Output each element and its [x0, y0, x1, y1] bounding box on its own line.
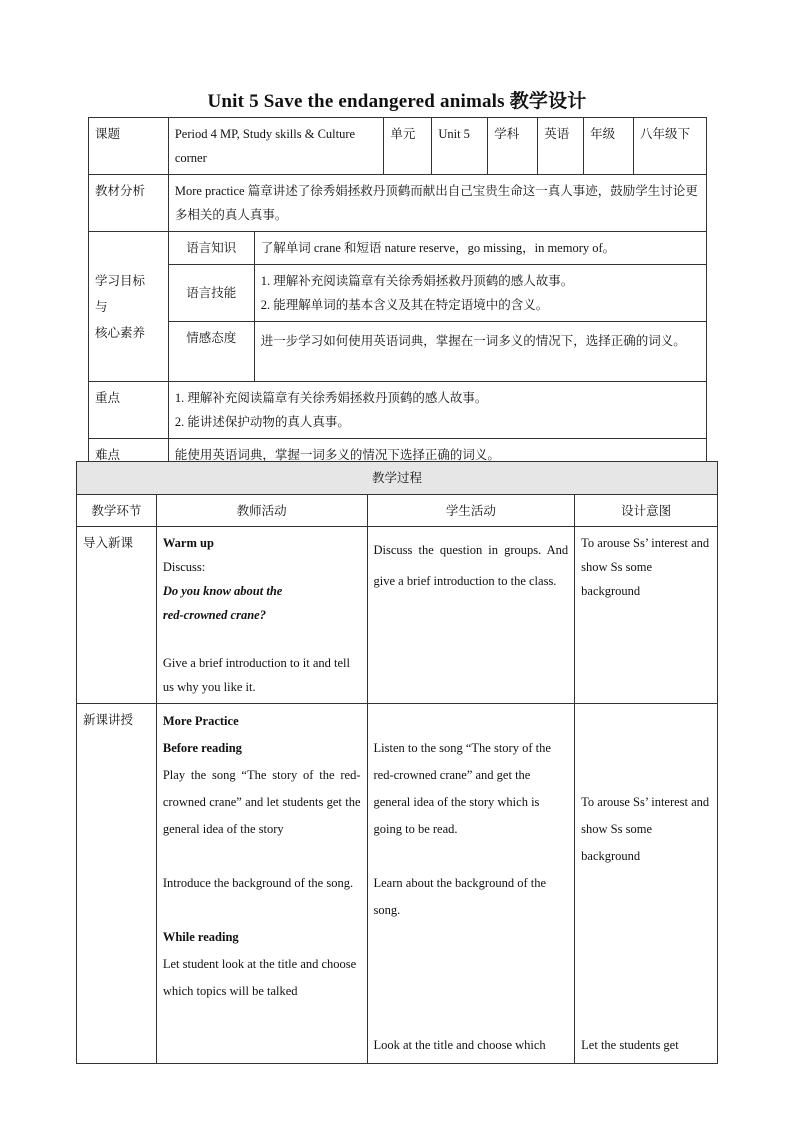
spacer	[374, 843, 569, 870]
column-header-stage: 教学环节	[77, 495, 157, 527]
key-point-item: 2. 能讲述保护动物的真人真事。	[174, 415, 350, 429]
spacer	[581, 708, 711, 789]
topic-label: 课题	[89, 118, 169, 175]
page-title: Unit 5 Save the endangered animals 教学设计	[207, 91, 587, 112]
process-column-headers	[77, 495, 718, 527]
spacer	[581, 870, 711, 1032]
column-header-teacher: 教师活动	[156, 495, 367, 527]
spacer	[163, 627, 361, 651]
more-practice-heading: More Practice	[162, 714, 239, 728]
skills-text	[254, 265, 706, 322]
process-header: 教学过程	[77, 462, 718, 495]
info-row-knowledge	[89, 232, 707, 265]
newlesson-student	[367, 704, 575, 1064]
warmup-heading: Warm up	[162, 536, 214, 550]
newlesson-stage: 新课讲授	[77, 704, 157, 1064]
skills-item: 1. 理解补充阅读篇章有关徐秀娟拯救丹顶鹤的感人故事。	[260, 274, 574, 288]
attitude-label: 情感态度	[168, 322, 254, 382]
unit-label: 单元	[384, 118, 432, 175]
topic-value: Period 4 MP, Study skills & Culture corner	[168, 118, 384, 175]
student-learn: Learn about the background of the song.	[373, 876, 547, 917]
spacer	[163, 897, 361, 924]
spacer	[374, 708, 569, 735]
key-points-label: 重点	[89, 382, 169, 439]
goals-label	[89, 232, 169, 382]
student-look: Look at the title and choose which	[373, 1038, 546, 1052]
column-header-student: 学生活动	[367, 495, 575, 527]
knowledge-text: 了解单词 crane 和短语 nature reserve，go missing，in memory of。	[254, 232, 706, 265]
warmup-intent: To arouse Ss’ interest and show Ss some background	[575, 527, 718, 704]
process-header-row	[77, 462, 718, 495]
warmup-discuss: Discuss:	[162, 560, 206, 574]
process-row-newlesson	[77, 704, 718, 1064]
process-row-warmup	[77, 527, 718, 704]
intent-arouse: To arouse Ss’ interest and show Ss some background	[581, 795, 710, 863]
difficult-label: 难点	[89, 439, 169, 472]
unit-value: Unit 5	[432, 118, 488, 175]
analysis-text: More practice 篇章讲述了徐秀娟拯救丹顶鹤而献出自己宝贵生命这一真人事迹，鼓励学生讨论更多相关的真人真事。	[168, 175, 706, 232]
teacher-let-students: Let student look at the title and choose which topics will be talked	[162, 957, 357, 998]
key-points-text	[168, 382, 706, 439]
key-point-item: 1. 理解补充阅读篇章有关徐秀娟拯救丹顶鹤的感人故事。	[174, 391, 488, 405]
newlesson-intent	[575, 704, 718, 1064]
teacher-intro-background: Introduce the background of the song.	[162, 876, 354, 890]
info-row-analysis	[89, 175, 707, 232]
analysis-label: 教材分析	[89, 175, 169, 232]
goals-label-line2: 与	[95, 299, 108, 314]
spacer	[163, 843, 361, 870]
warmup-teacher	[156, 527, 367, 704]
student-listen: Listen to the song “The story of the red-crowned crane” and get the general idea of the story which is going to be read.	[373, 741, 551, 836]
knowledge-label: 语言知识	[168, 232, 254, 265]
skills-label: 语言技能	[168, 265, 254, 322]
warmup-question-line1: Do you know about the	[162, 584, 283, 598]
spacer	[374, 924, 569, 1032]
teacher-play-song: Play the song “The story of the red-crowned crane” and let students get the general idea of the story	[162, 768, 361, 836]
info-row-topic	[89, 118, 707, 175]
while-reading-heading: While reading	[162, 930, 239, 944]
skills-item: 2. 能理解单词的基本含义及其在特定语境中的含义。	[260, 298, 549, 312]
subject-value: 英语	[538, 118, 584, 175]
warmup-question-line2: red-crowned crane?	[162, 608, 266, 622]
info-row-attitude	[89, 322, 707, 382]
grade-label: 年级	[584, 118, 634, 175]
newlesson-teacher	[156, 704, 367, 1064]
warmup-stage: 导入新课	[77, 527, 157, 704]
info-row-key-points	[89, 382, 707, 439]
teaching-process-table	[76, 461, 718, 1064]
warmup-give: Give a brief introduction to it and tell us why you like it.	[162, 656, 350, 694]
column-header-intent: 设计意图	[575, 495, 718, 527]
goals-label-line3: 核心素养	[95, 325, 146, 340]
subject-label: 学科	[488, 118, 538, 175]
warmup-student: Discuss the question in groups. And give a brief introduction to the class.	[367, 527, 575, 704]
before-reading-heading: Before reading	[162, 741, 242, 755]
attitude-text: 进一步学习如何使用英语词典，掌握在一词多义的情况下，选择正确的词义。	[254, 322, 706, 382]
info-row-skills	[89, 265, 707, 322]
goals-label-line1: 学习目标	[95, 273, 146, 288]
difficult-text: 能使用英语词典，掌握一词多义的情况下选择正确的词义。	[168, 439, 706, 472]
intent-let-students: Let the students get	[581, 1038, 679, 1052]
grade-value: 八年级下	[634, 118, 707, 175]
lesson-info-table	[88, 117, 707, 472]
